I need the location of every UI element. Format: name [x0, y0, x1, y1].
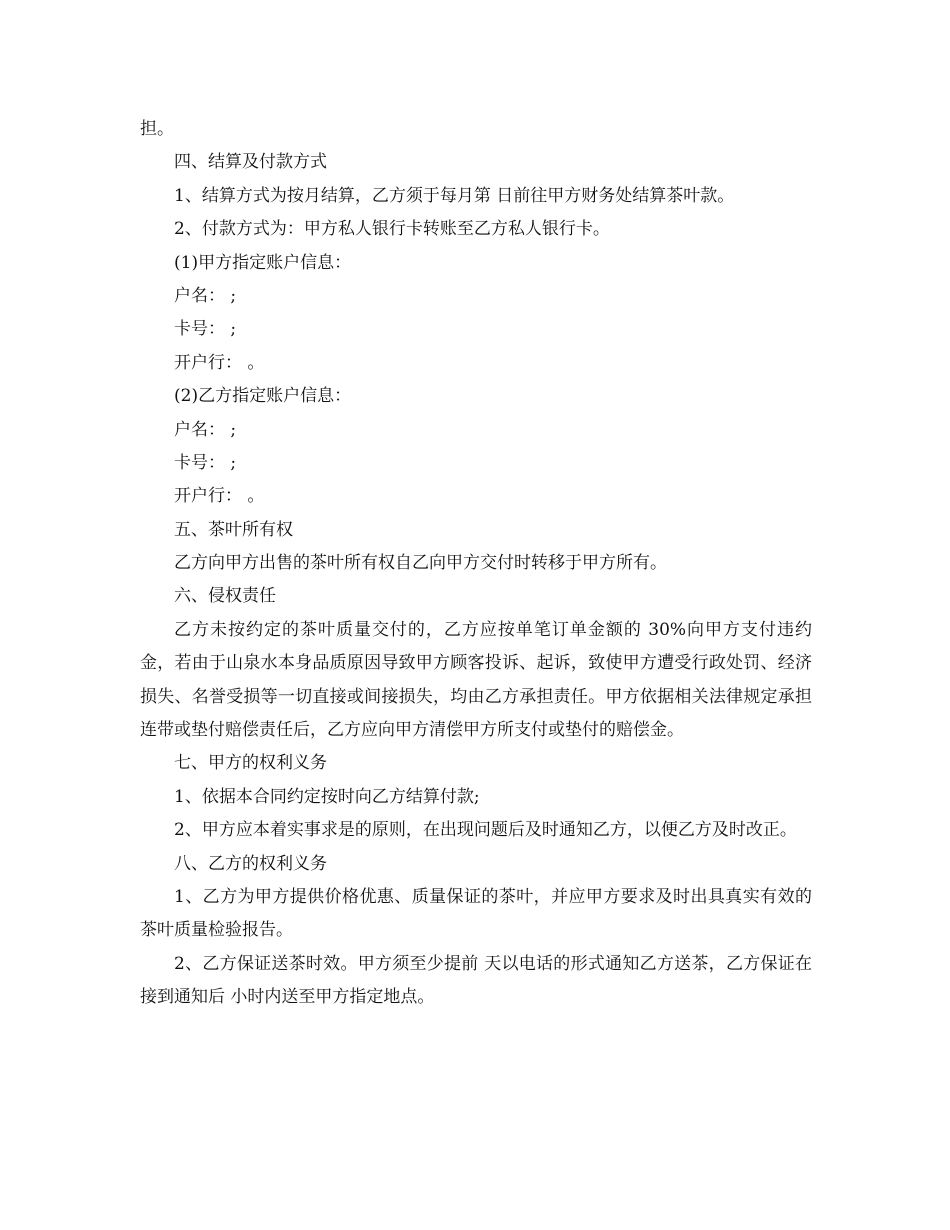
- party-a-account-heading: (1)甲方指定账户信息：: [174, 252, 352, 273]
- party-a-obligation-2: 2、甲方应本着实事求是的原则，在出现问题后及时通知乙方，以便乙方及时改正。: [174, 820, 797, 841]
- party-a-card-number: 卡号： ;: [174, 319, 237, 340]
- section-heading-party-b-rights: 八、乙方的权利义务: [174, 853, 327, 874]
- party-b-obligation-2: 2、乙方保证送茶时效。甲方须至少提前 天以电话的形式通知乙方送茶，乙方保证在接到通知后 小时内送至甲方指定地点。: [140, 953, 812, 1008]
- section-heading-ownership: 五、茶叶所有权: [174, 519, 293, 540]
- party-b-card-number: 卡号： ;: [174, 452, 237, 473]
- settlement-method: 1、结算方式为按月结算，乙方须于每月第 日前往甲方财务处结算茶叶款。: [174, 185, 735, 206]
- party-b-bank: 开户行： 。: [174, 486, 265, 507]
- continuation-line: 担。: [140, 119, 174, 139]
- ownership-clause: 乙方向甲方出售的茶叶所有权自乙向甲方交付时转移于甲方所有。: [174, 553, 667, 574]
- party-a-bank: 开户行： 。: [174, 352, 265, 373]
- section-heading-settlement: 四、结算及付款方式: [174, 152, 327, 173]
- party-b-obligation-1: 1、乙方为甲方提供价格优惠、质量保证的茶叶，并应甲方要求及时出具真实有效的茶叶质量检验报告。: [140, 887, 812, 941]
- document-body: [140, 113, 812, 1015]
- party-b-account-name: 户名： ;: [174, 419, 237, 440]
- party-a-obligation-1: 1、依据本合同约定按时向乙方结算付款;: [174, 786, 480, 807]
- section-heading-party-a-rights: 七、甲方的权利义务: [174, 753, 327, 774]
- party-a-account-name: 户名： ;: [174, 285, 237, 306]
- infringement-clause: 乙方未按约定的茶叶质量交付的，乙方应按单笔订单金额的 30%向甲方支付违约金，若由于山泉水本身品质原因导致甲方顾客投诉、起诉，致使甲方遭受行政处罚、经济损失、名誉受损等一切直接或间接损失，均由乙方承担责任。甲方依据相关法律规定承担连带或垫付赔偿责任后，乙方应向甲方清偿甲方所支付或垫付的赔偿金。: [140, 619, 812, 741]
- party-b-account-heading: (2)乙方指定账户信息：: [174, 386, 352, 407]
- section-heading-infringement: 六、侵权责任: [174, 586, 276, 607]
- payment-method: 2、付款方式为：甲方私人银行卡转账至乙方私人银行卡。: [174, 219, 610, 240]
